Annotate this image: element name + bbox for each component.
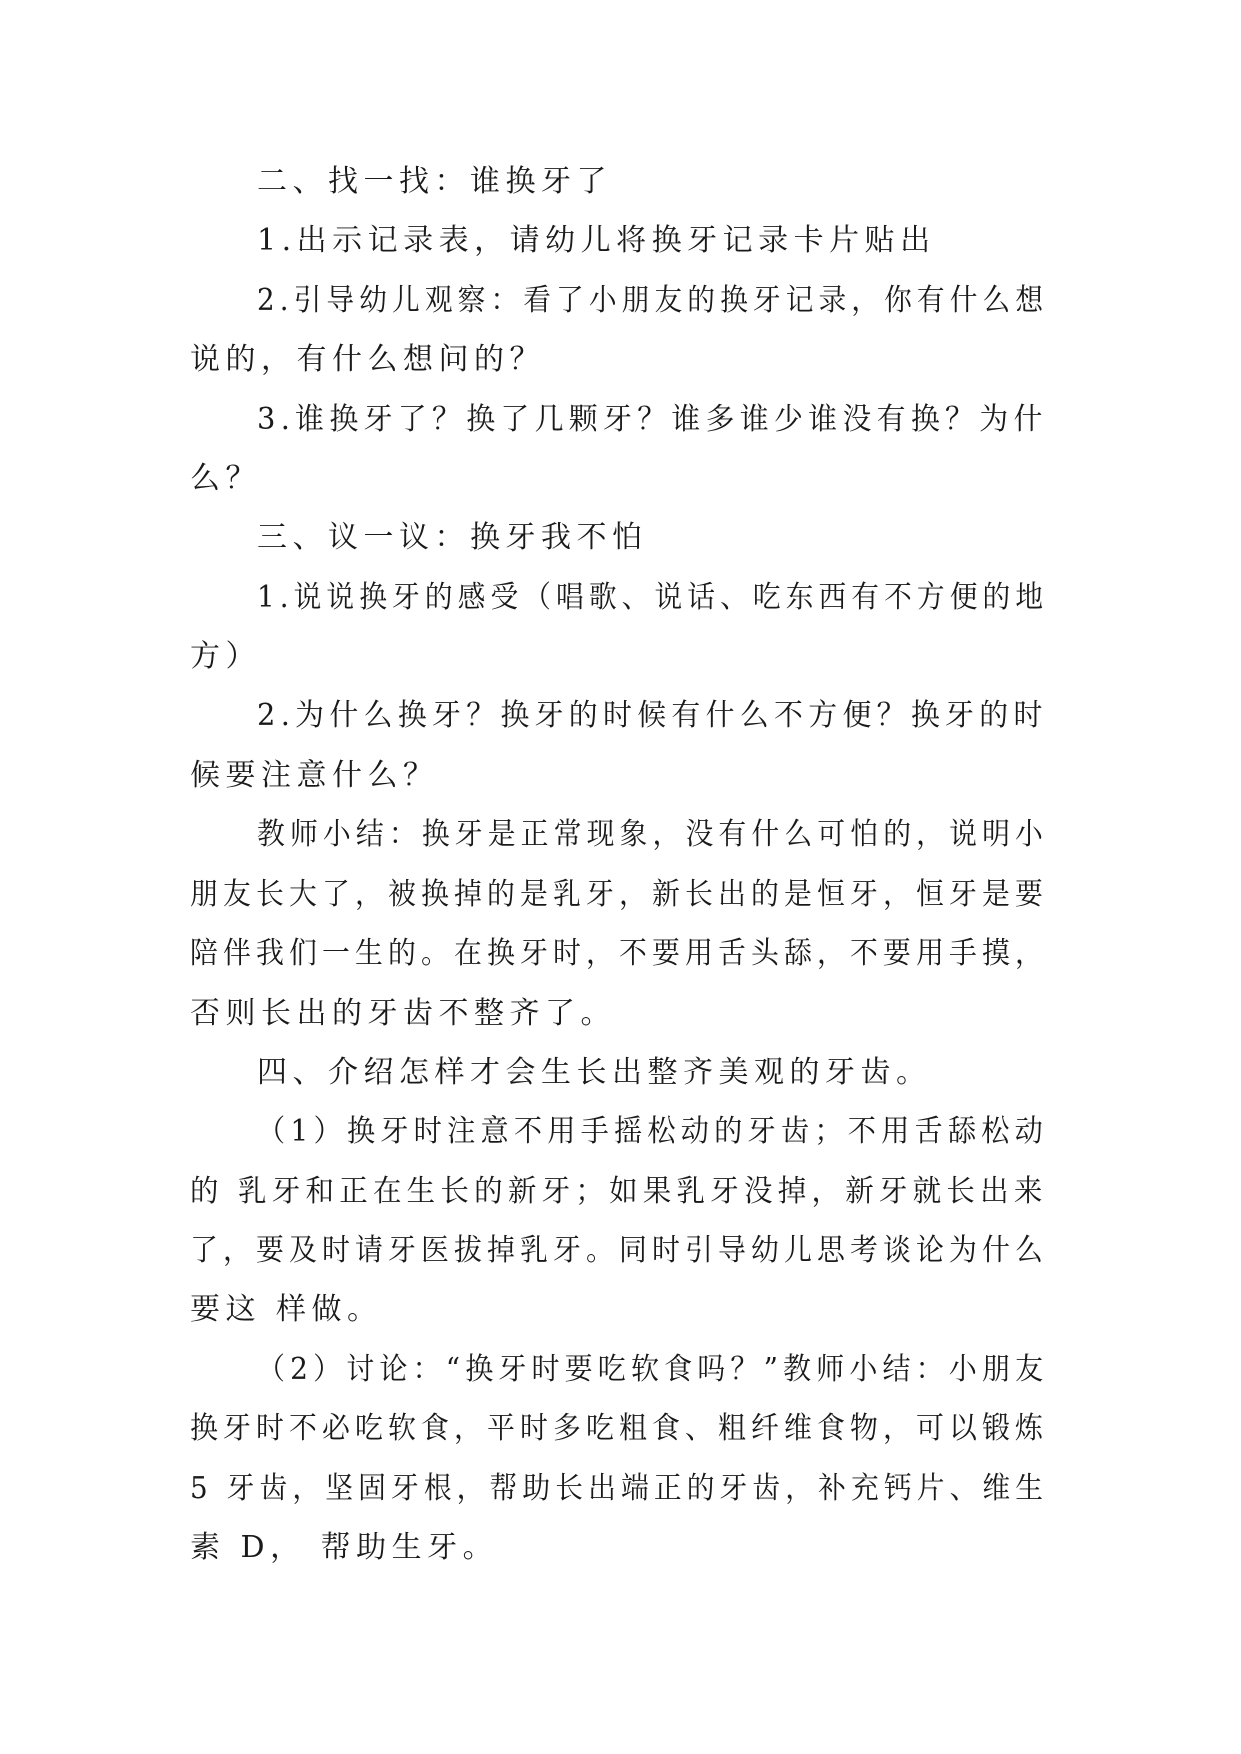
paragraph-line: 么？ <box>190 461 261 496</box>
paragraph-line: 2.为什么换牙？换牙的时候有什么不方便？换牙的时 <box>257 698 1048 733</box>
section-heading-4: 四、介绍怎样才会生长出整齐美观的牙齿。 <box>257 1055 932 1090</box>
paragraph-line: 1.说说换牙的感受（唱歌、说话、吃东西有不方便的地 <box>257 580 1049 615</box>
paragraph-line: 了，要及时请牙医拔掉乳牙。同时引导幼儿思考谈论为什么 <box>190 1233 1049 1268</box>
paragraph-line: 陪伴我们一生的。在换牙时，不要用舌头舔，不要用手摸， <box>190 936 1049 971</box>
paragraph-line: 5 牙齿，坚固牙根，帮助长出端正的牙齿，补充钙片、维生 <box>190 1471 1049 1506</box>
section-heading-2: 二、找一找：谁换牙了 <box>257 164 612 199</box>
paragraph-line: 教师小结：换牙是正常现象，没有什么可怕的，说明小 <box>257 817 1048 852</box>
paragraph-line: 说的，有什么想问的？ <box>190 342 545 377</box>
paragraph-line: （1）换牙时注意不用手摇松动的牙齿；不用舌舔松动 <box>257 1114 1049 1149</box>
section-heading-3: 三、议一议：换牙我不怕 <box>257 520 648 555</box>
paragraph-line: 否则长出的牙齿不整齐了。 <box>190 996 616 1031</box>
paragraph-line: 候要注意什么？ <box>190 758 439 793</box>
paragraph-line: 3.谁换牙了？换了几颗牙？谁多谁少谁没有换？为什 <box>257 402 1048 437</box>
paragraph-line: （2）讨论：“换牙时要吃软食吗？”教师小结：小朋友 <box>257 1352 1049 1387</box>
paragraph-line: 朋友长大了，被换掉的是乳牙，新长出的是恒牙，恒牙是要 <box>190 877 1049 912</box>
paragraph-line: 的 乳牙和正在生长的新牙；如果乳牙没掉，新牙就长出来 <box>190 1174 1048 1209</box>
paragraph-line: 方） <box>190 639 261 674</box>
paragraph-line: 素 D， 帮助生牙。 <box>190 1530 499 1565</box>
paragraph-line: 换牙时不必吃软食，平时多吃粗食、粗纤维食物，可以锻炼 <box>190 1411 1049 1446</box>
paragraph-line: 1.出示记录表，请幼儿将换牙记录卡片贴出 <box>257 223 936 258</box>
paragraph-line: 要这 样做。 <box>190 1292 383 1327</box>
paragraph-line: 2.引导幼儿观察：看了小朋友的换牙记录，你有什么想 <box>257 283 1049 318</box>
